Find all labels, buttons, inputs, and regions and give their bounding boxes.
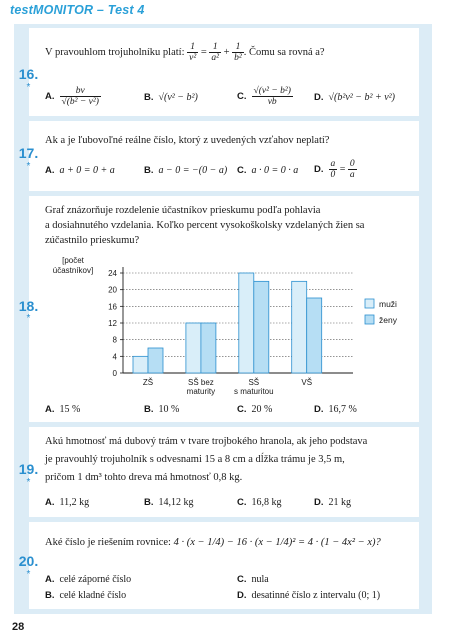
q20-answer-b[interactable]: B. celé kladné číslo	[45, 590, 127, 601]
q16-answer-a[interactable]: A. $\frac{bv}{\text{√(b² − v²)}}$	[45, 86, 99, 107]
bar-muži	[239, 273, 254, 373]
q17-answer-a[interactable]: A. a + 0 = 0 + a	[45, 165, 115, 176]
q16-text-before: V pravouhlom trojuholníku platí:	[45, 46, 185, 58]
y-tick-label: 12	[108, 319, 117, 328]
q17-number: 17.	[18, 145, 39, 161]
q16-number: 16.	[18, 66, 39, 82]
q18-answer-c[interactable]: C. 20 %	[237, 404, 273, 415]
bar-ženy	[201, 323, 216, 373]
q16-frac-b: $\frac{1}{\text{b²}}$	[234, 42, 242, 63]
q20-number: 20.	[18, 553, 39, 569]
q16-answer-b[interactable]: B. √(v² − b²)	[144, 92, 198, 103]
legend-swatch-ženy	[365, 315, 374, 324]
q17-answer-d[interactable]: D. $\frac{a}{0}$ = $\frac{0}{a}$	[314, 159, 355, 180]
q18-text-line-3: zúčastnilo prieskumu?	[45, 235, 140, 246]
q18-number: 18.	[18, 298, 39, 314]
x-tick-label: VŠ	[301, 378, 313, 387]
x-tick-label: s maturitou	[234, 387, 274, 396]
q19-star: *	[26, 477, 31, 488]
y-axis-label-line: účastníkov]	[52, 266, 94, 275]
q20-text	[45, 536, 381, 550]
bar-muži	[133, 356, 148, 373]
q17-answer-b[interactable]: B. a − 0 = −(0 − a)	[144, 165, 228, 176]
y-tick-label: 0	[112, 369, 117, 378]
bar-muži	[186, 323, 201, 373]
question-19	[29, 427, 419, 517]
x-tick-label: maturity	[186, 387, 216, 396]
legend-label-muži: muži	[379, 299, 397, 309]
q16-text: V pravouhlom trojuholníku platí: $\frac{1}{\text{v²}}$ = $\frac{1}{\text{a²}}$ + $\frac{1}{\text{b²}}$ . Čomu sa rovná a?	[45, 42, 325, 63]
q18-text-line-1: Graf znázorňuje rozdelenie účastníkov prieskumu podľa pohlavia	[45, 205, 321, 216]
x-tick-label: SŠ bez	[188, 378, 214, 387]
q20-star: *	[26, 569, 31, 580]
q19-answer-b[interactable]: B. 14,12 kg	[144, 497, 194, 508]
question-17	[29, 121, 419, 191]
q18-answer-d[interactable]: D. 16,7 %	[314, 404, 357, 415]
x-tick-label: ZŠ	[142, 378, 154, 387]
q20-answer-a[interactable]: A. celé záporné číslo	[45, 574, 132, 585]
q19-text-line-2: je pravouhlý trojuholník s odvesnami 15 a 8 cm a dĺžka trámu je 3,5 m,	[45, 454, 345, 465]
q18-answer-b[interactable]: B. 10 %	[144, 404, 180, 415]
y-tick-label: 16	[108, 302, 117, 312]
q17-text: Ak a je ľubovoľné reálne číslo, ktorý z uvedených vzťahov neplatí?	[45, 135, 330, 146]
bar-ženy	[307, 298, 322, 373]
q18-answer-a[interactable]: A. 15 %	[45, 404, 81, 415]
legend-swatch-muži	[365, 299, 374, 308]
question-16	[29, 28, 419, 116]
q19-text-line-3: pričom 1 dm³ tohto dreva má hmotnosť 0,8 kg.	[45, 472, 243, 483]
q16-frac-a: $\frac{1}{\text{a²}}$	[211, 42, 219, 63]
q16-answer-c[interactable]: C. $\frac{\text{√(v² − b²)}}{vb}$	[237, 86, 291, 107]
education-bar-chart	[43, 252, 413, 402]
y-tick-label: 20	[108, 285, 117, 295]
y-tick-label: 24	[108, 269, 117, 278]
question-20	[29, 522, 419, 609]
q17-answer-c[interactable]: C. a · 0 = 0 · a	[237, 165, 299, 176]
q20-answer-d[interactable]: D. desatinné číslo z intervalu (0; 1)	[237, 590, 381, 601]
q19-answer-a[interactable]: A. 11,2 kg	[45, 497, 90, 508]
q16-star: *	[26, 82, 31, 93]
y-axis-label-line: [počet	[62, 256, 84, 265]
q19-answer-c[interactable]: C. 16,8 kg	[237, 497, 282, 508]
q19-number: 19.	[18, 461, 39, 477]
y-tick-label: 4	[112, 352, 117, 362]
x-tick-label: SŠ	[248, 378, 260, 387]
q19-answer-d[interactable]: D. 21 kg	[314, 497, 351, 508]
q17-star: *	[26, 161, 31, 172]
bar-ženy	[254, 281, 269, 373]
q16-frac-v: $\frac{1}{\text{v²}}$	[189, 42, 197, 63]
header-title: testMONITOR – Test 4	[10, 3, 145, 17]
legend-label-ženy: ženy	[379, 315, 397, 325]
page-number: 28	[12, 621, 25, 633]
q18-text-line-2: a dosiahnutého vzdelania. Koľko percent vysokoškolsky vzdelaných žien sa	[45, 220, 365, 231]
q18-star: *	[26, 313, 31, 324]
bar-ženy	[148, 348, 163, 373]
bar-muži	[292, 281, 307, 373]
q20-equation: 4 · (x − 1/4) − 16 · (x − 1/4)² = 4 · (1 − 4x² − x)?	[173, 537, 381, 548]
y-tick-label: 8	[112, 335, 117, 345]
q20-text-label: Aké číslo je riešením rovnice:	[45, 537, 171, 548]
q16-answer-d[interactable]: D. √(b²v² − b² + v²)	[314, 92, 396, 103]
q20-answer-c[interactable]: C. nula	[237, 574, 269, 585]
q19-text-line-1: Akú hmotnosť má dubový trám v tvare trojbokého hranola, ak jeho podstava	[45, 436, 368, 447]
